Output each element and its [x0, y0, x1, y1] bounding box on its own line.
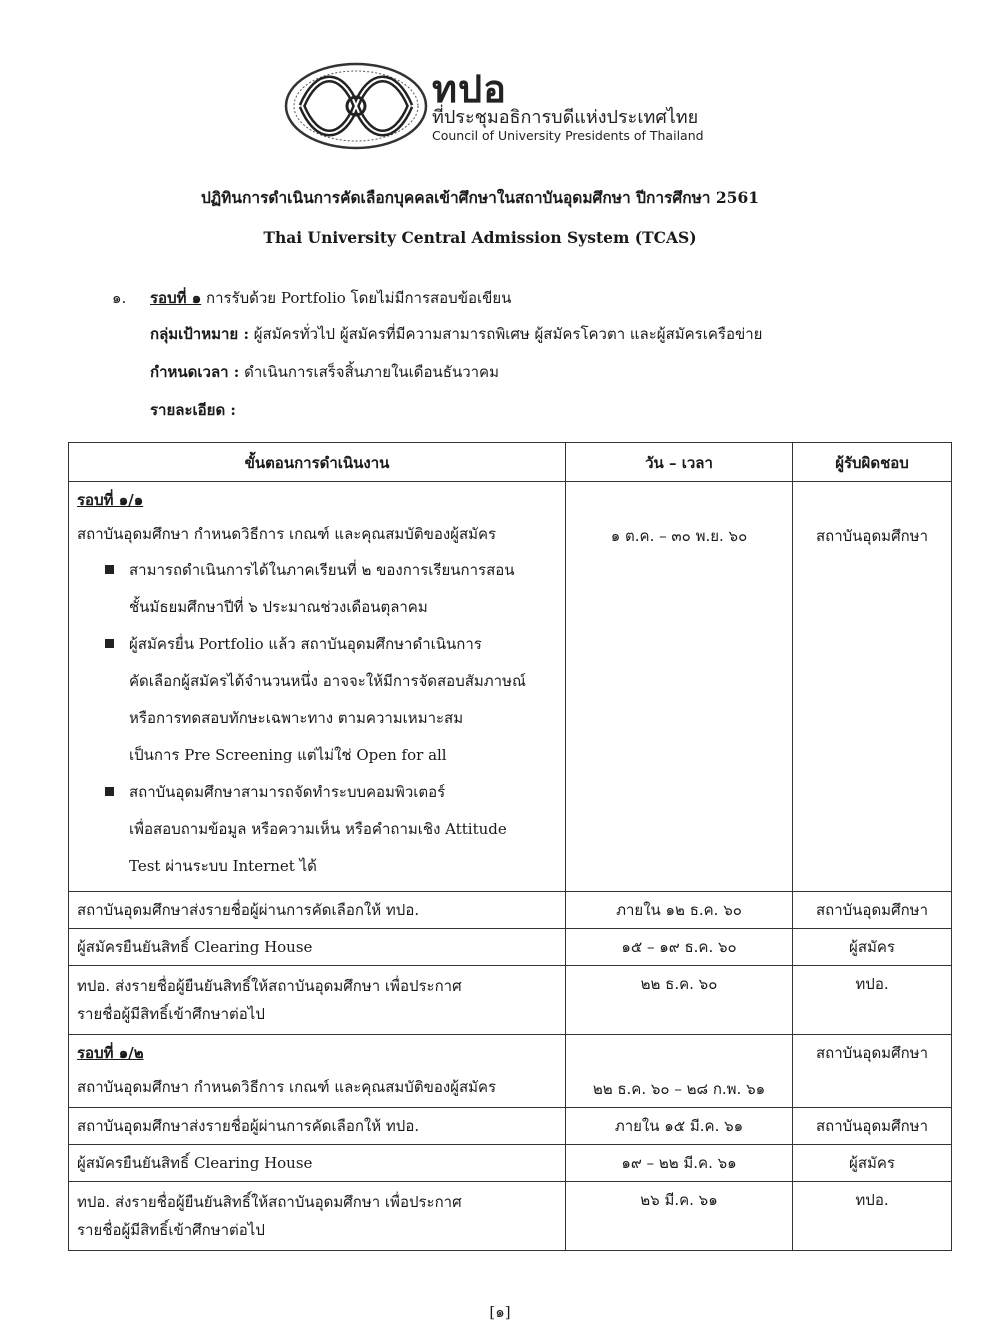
document-title-en: Thai University Central Admission System (TCAS) [263, 228, 697, 247]
list-item: สามารถดำเนินการได้ในภาคเรียนที่ ๒ ของการเรียนการสอน ชั้นมัธยมศึกษาปีที่ ๖ ประมาณช่วงเดือนตุลาคม [77, 552, 557, 626]
table-row: ผู้สมัครยืนยันสิทธิ์ Clearing House ๑๙ – ๒๒ มี.ค. ๖๑ ผู้สมัคร [69, 1145, 952, 1182]
bullet-list [77, 552, 557, 885]
table-row: สถาบันอุดมศึกษาส่งรายชื่อผู้ผ่านการคัดเลือกให้ ทปอ. ภายใน ๑๕ มี.ค. ๖๑ สถาบันอุดมศึกษา [69, 1108, 952, 1145]
table-row [69, 1035, 952, 1108]
logo-abbrev: ทปอ [432, 67, 507, 111]
table-row [69, 482, 952, 892]
square-bullet-icon [105, 787, 114, 796]
deadline-value: ดำเนินการเสร็จสิ้นภายในเดือนธันวาคม [244, 363, 499, 381]
round-1-2-label: รอบที่ ๑/๒ [77, 1044, 144, 1062]
header-owner: ผู้รับผิดชอบ [793, 443, 952, 482]
table-row: ทปอ. ส่งรายชื่อผู้ยืนยันสิทธิ์ให้สถาบันอุดมศึกษา เพื่อประกาศ รายชื่อผู้มีสิทธิ์เข้าศึกษาต่อไป ๒๖ มี.ค. ๖๑ ทปอ. [69, 1182, 952, 1251]
council-logo [282, 58, 702, 158]
table-row: ผู้สมัครยืนยันสิทธิ์ Clearing House ๑๕ – ๑๙ ธ.ค. ๖๐ ผู้สมัคร [69, 929, 952, 966]
round-1-2-steps-cell: รอบที่ ๑/๒ สถาบันอุดมศึกษา กำหนดวิธีการ เกณฑ์ และคุณสมบัติของผู้สมัคร [69, 1035, 566, 1108]
logo-name-th: ที่ประชุมอธิการบดีแห่งประเทศไทย [432, 107, 699, 128]
date-cell: ๑ ต.ค. – ๓๐ พ.ย. ๖๐ [566, 482, 793, 892]
round-1-1-steps-cell [69, 482, 566, 892]
list-item: สถาบันอุดมศึกษาสามารถจัดทำระบบคอมพิวเตอร์ เพื่อสอบถามข้อมูล หรือความเห็น หรือคำถามเชิง Attitude Test ผ่านระบบ Internet ได้ [77, 774, 557, 885]
round-1-1-label: รอบที่ ๑/๑ [77, 491, 144, 509]
schedule-table [68, 442, 952, 1251]
section-target-line [150, 322, 762, 346]
round-label: รอบที่ ๑ [150, 289, 202, 307]
document-title-th: ปฏิทินการดำเนินการคัดเลือกบุคคลเข้าศึกษาในสถาบันอุดมศึกษา ปีการศึกษา 2561 [200, 188, 760, 207]
header-steps: ขั้นตอนการดำเนินงาน [69, 443, 566, 482]
section-deadline-line [150, 360, 499, 384]
deadline-label: กำหนดเวลา : [150, 363, 240, 381]
tpa-knot-emblem-icon [282, 60, 430, 152]
page-number: [๑] [489, 1303, 511, 1321]
owner-cell: สถาบันอุดมศึกษา [793, 1035, 952, 1108]
square-bullet-icon [105, 639, 114, 648]
owner-cell: สถาบันอุดมศึกษา [793, 482, 952, 892]
target-label: กลุ่มเป้าหมาย : [150, 325, 249, 343]
section-number: ๑. [112, 289, 127, 307]
date-cell: ๒๒ ธ.ค. ๖๐ – ๒๘ ก.พ. ๖๑ [566, 1035, 793, 1108]
header-date: วัน – เวลา [566, 443, 793, 482]
details-label: รายละเอียด : [150, 401, 236, 419]
step-text: สถาบันอุดมศึกษา กำหนดวิธีการ เกณฑ์ และคุณสมบัติของผู้สมัคร [77, 525, 497, 543]
table-row: สถาบันอุดมศึกษาส่งรายชื่อผู้ผ่านการคัดเลือกให้ ทปอ. ภายใน ๑๒ ธ.ค. ๖๐ สถาบันอุดมศึกษา [69, 892, 952, 929]
square-bullet-icon [105, 565, 114, 574]
list-item: ผู้สมัครยื่น Portfolio แล้ว สถาบันอุดมศึกษาดำเนินการ คัดเลือกผู้สมัครได้จำนวนหนึ่ง อาจจะให้มีการจัดสอบสัมภาษณ์ หรือการทดสอบทักษะเฉพาะทาง ตามความเหมาะสม เป็นการ Pre Screening แต่ไม่ใช่ Open for all [77, 626, 557, 774]
logo-name-en: Council of University Presidents of Thailand [432, 128, 704, 143]
round-description: การรับด้วย Portfolio โดยไม่มีการสอบข้อเขียน [206, 289, 512, 307]
table-header-row [69, 443, 952, 482]
table-row: ทปอ. ส่งรายชื่อผู้ยืนยันสิทธิ์ให้สถาบันอุดมศึกษา เพื่อประกาศ รายชื่อผู้มีสิทธิ์เข้าศึกษาต่อไป ๒๒ ธ.ค. ๖๐ ทปอ. [69, 966, 952, 1035]
target-value: ผู้สมัครทั่วไป ผู้สมัครที่มีความสามารถพิเศษ ผู้สมัครโควตา และผู้สมัครเครือข่าย [253, 325, 763, 343]
